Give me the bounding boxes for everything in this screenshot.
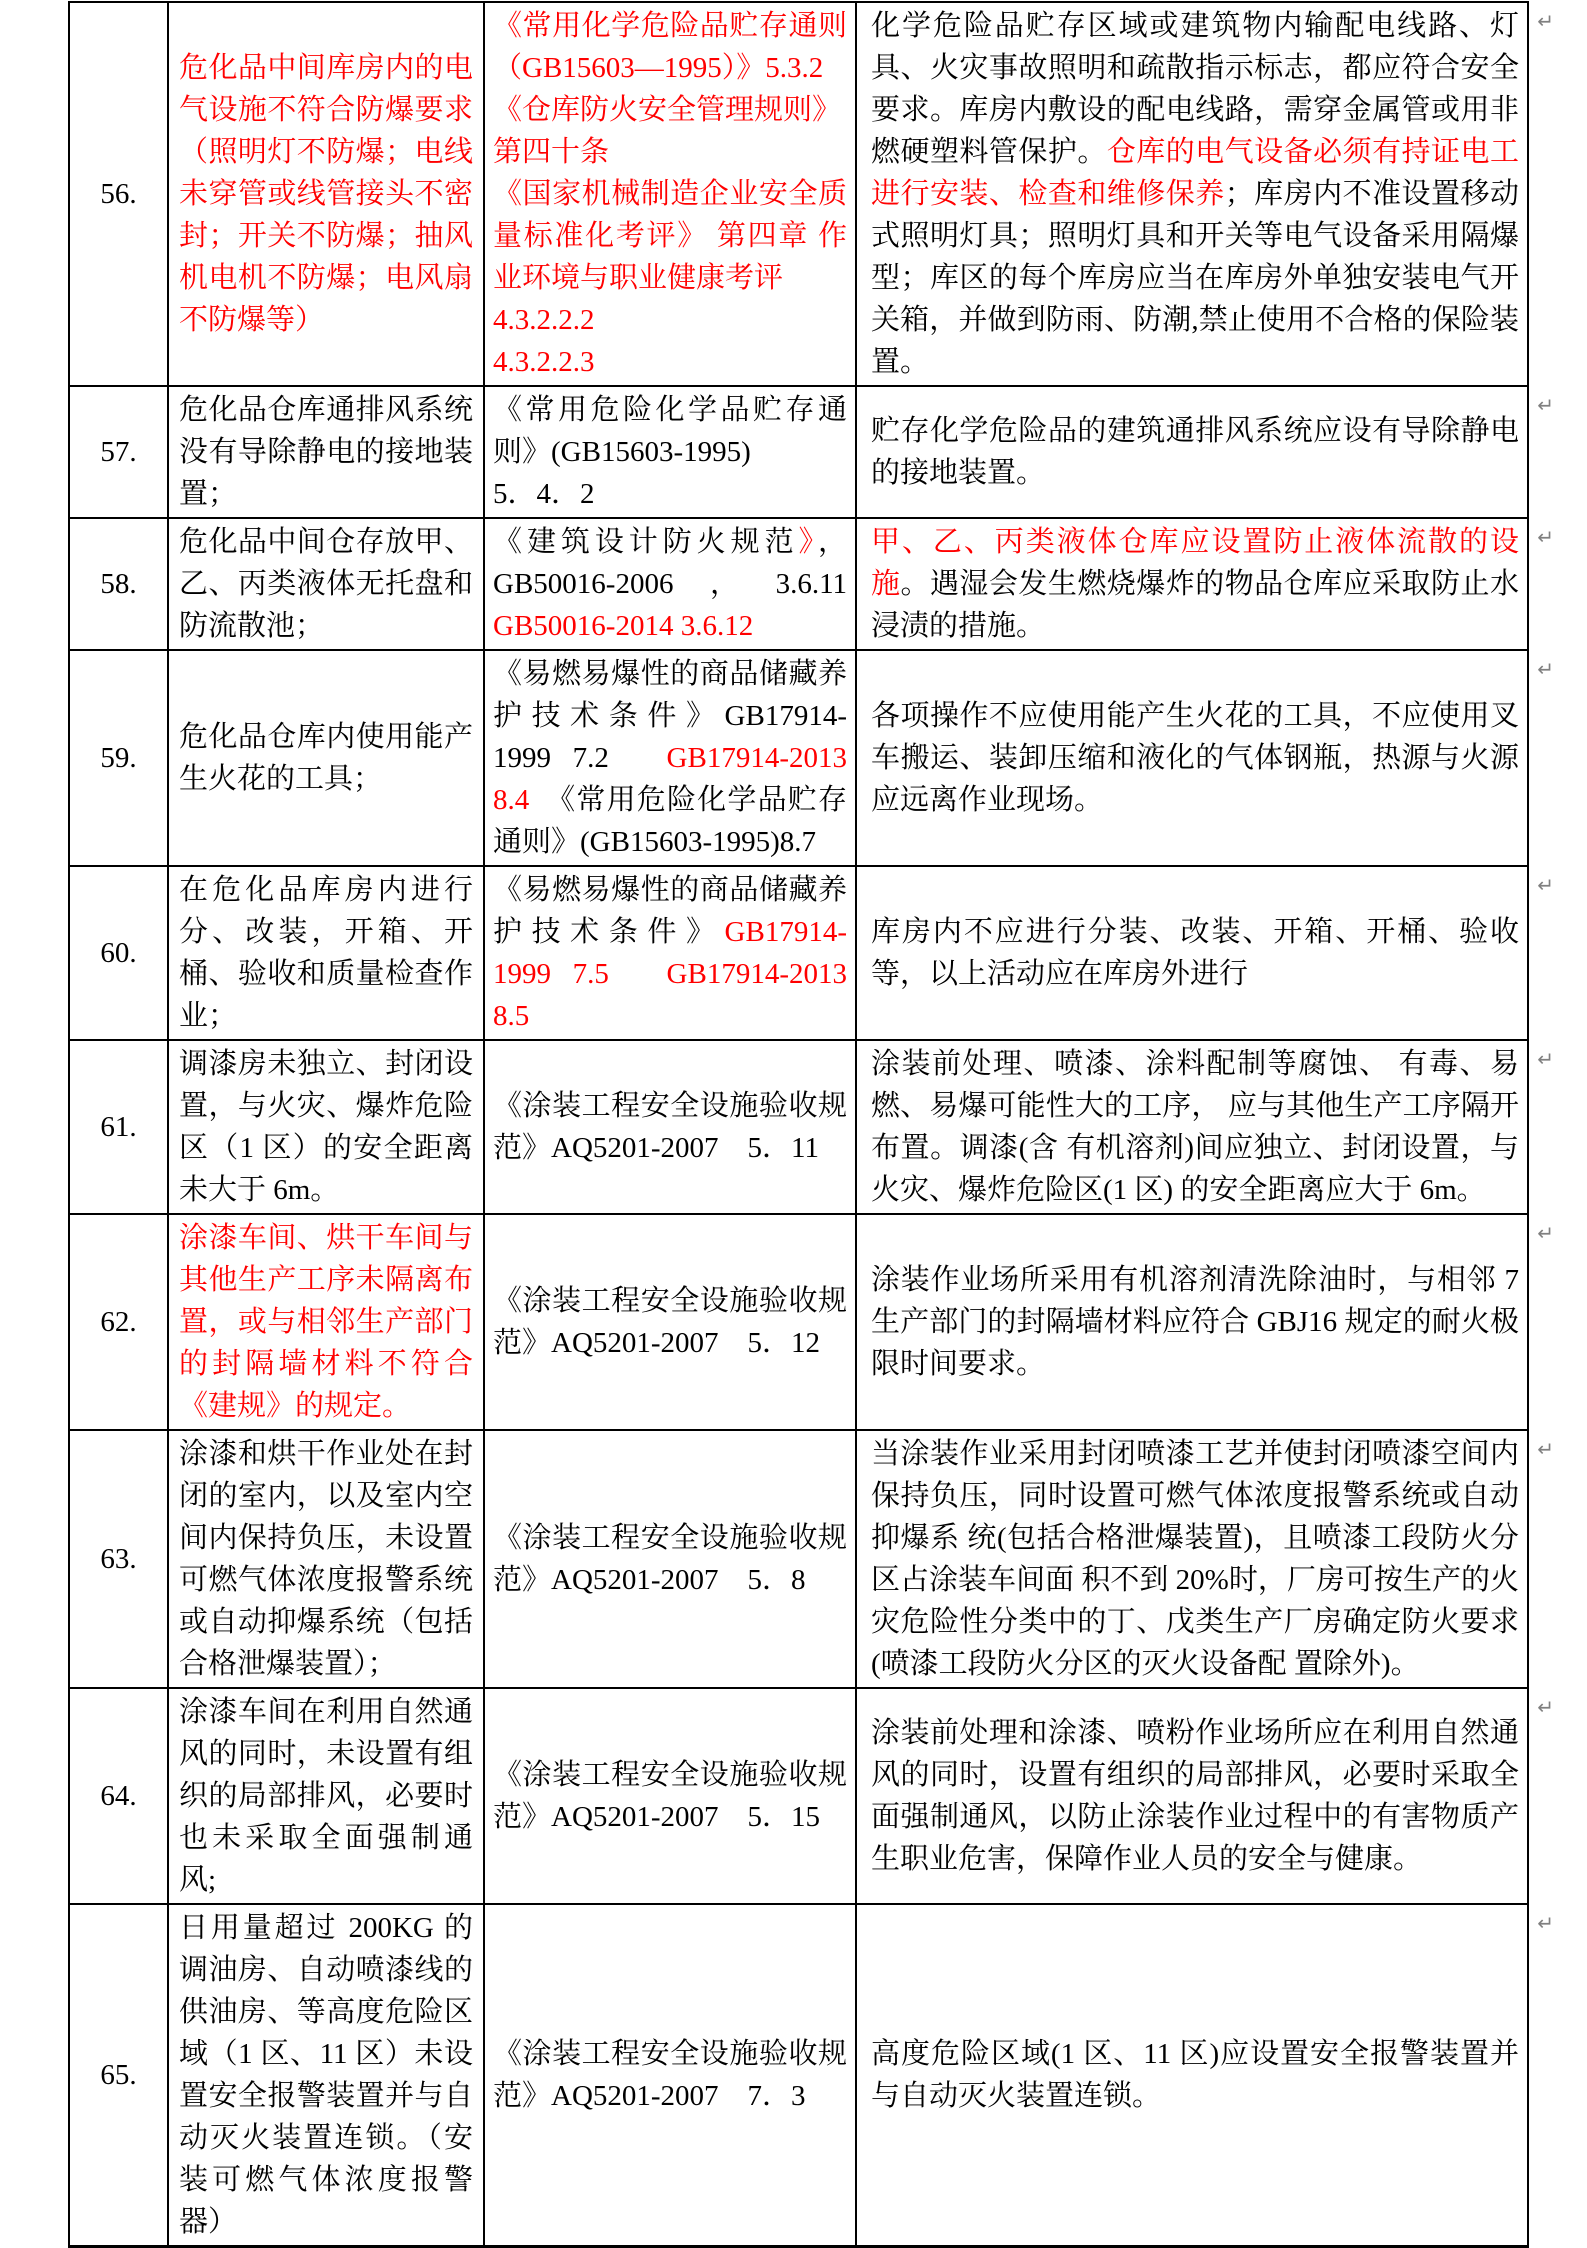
- text-run: 贮存化学危险品的建筑通排风系统应设有导除静电的接地装置。: [871, 415, 1519, 489]
- text-run: 涂装前处理、喷漆、涂料配制等腐蚀、 有毒、易燃、易爆可能性大的工序， 应与其他生产工序隔开布置。调漆(含 有机溶剂)间应独立、封闭设置，与火灾、爆炸危险区(1 区) 的安全距离应大于 6m。: [871, 1048, 1519, 1206]
- text-run: 《涂装工程安全设施验收规范》AQ5201-2007 7．3: [493, 2038, 847, 2112]
- text-run-red: GB17914-2013 8.4: [493, 742, 847, 816]
- text-run-red: GB17914-1999 7.5 GB17914-2013 8.5: [493, 916, 847, 1032]
- row-end-paragraph-mark-icon: ↵: [1537, 1911, 1554, 1935]
- text-run-red: 》: [798, 526, 818, 558]
- text-run: 高度危险区域(1 区、11 区)应设置安全报警装置并与自动灭火装置连锁。: [871, 2038, 1519, 2112]
- row-number: 60.: [69, 866, 168, 1040]
- text-run: 。遇湿会发生燃烧爆炸的物品仓库应采取防止水浸渍的措施。: [871, 568, 1519, 642]
- text-run: 《常用危险化学品贮存通则》(GB15603-1995)8.7: [493, 784, 847, 858]
- table-row: [69, 1040, 1528, 1214]
- issue-cell: [168, 1214, 484, 1430]
- issue-cell: [168, 650, 484, 866]
- text-run-red: 涂漆车间、烘干车间与其他生产工序未隔离布置，或与相邻生产部门的封隔墙材料不符合《建规》的规定。: [179, 1222, 473, 1422]
- text-run-red: 甲、乙、丙类液体仓库应设置防止液体流散的设施: [871, 526, 1519, 600]
- table-row: [69, 2, 1528, 386]
- row-end-paragraph-mark-icon: ↵: [1537, 1695, 1554, 1719]
- text-run-red: 4.3.2.2.3: [493, 346, 595, 378]
- issue-cell: [168, 386, 484, 518]
- text-run: ，GB50016-2006，3.6.11: [493, 526, 847, 600]
- basis-cell: [484, 518, 856, 650]
- text-run: 调漆房未独立、封闭设置，与火灾、爆炸危险区（1 区）的安全距离未大于 6m。: [179, 1048, 473, 1206]
- issue-cell: [168, 1688, 484, 1904]
- text-run: 《易燃易爆性的商品储藏养护技术条件》: [493, 874, 847, 948]
- requirement-cell: [856, 1214, 1554, 1430]
- row-number: 58.: [69, 518, 168, 650]
- table-row: [69, 866, 1528, 1040]
- basis-cell: [484, 1040, 856, 1214]
- basis-cell: [484, 866, 856, 1040]
- row-end-paragraph-mark-icon: ↵: [1537, 9, 1554, 33]
- text-run: 危化品仓库通排风系统没有导除静电的接地装置；: [179, 394, 473, 510]
- issue-cell: [168, 1904, 484, 2247]
- row-number: 64.: [69, 1688, 168, 1904]
- requirement-cell: [856, 518, 1554, 650]
- row-end-paragraph-mark-icon: ↵: [1537, 393, 1554, 417]
- basis-cell: [484, 1904, 856, 2247]
- row-number: 56.: [69, 2, 168, 386]
- requirement-cell: [856, 1904, 1554, 2247]
- row-end-paragraph-mark-icon: ↵: [1537, 657, 1554, 681]
- text-run: 《涂装工程安全设施验收规范》AQ5201-2007 5．15: [493, 1759, 847, 1833]
- text-run-red: 《仓库防火安全管理规则》: [493, 94, 842, 126]
- table-row: [69, 1214, 1528, 1430]
- requirement-cell: [856, 866, 1554, 1040]
- text-run: 危化品中间仓存放甲、乙、丙类液体无托盘和防流散池；: [179, 526, 473, 642]
- table-row: [69, 518, 1528, 650]
- row-end-paragraph-mark-icon: ↵: [1537, 1047, 1554, 1071]
- text-run: 《涂装工程安全设施验收规范》AQ5201-2007 5．8: [493, 1522, 847, 1596]
- basis-cell: [484, 650, 856, 866]
- text-run: 涂漆车间在利用自然通风的同时，未设置有组织的局部排风，必要时也未采取全面强制通风;: [179, 1696, 473, 1896]
- requirement-cell: [856, 2, 1554, 386]
- text-run: 在危化品库房内进行分、改装，开箱、开桶、验收和质量检查作业；: [179, 874, 473, 1032]
- row-number: 57.: [69, 386, 168, 518]
- table-row: [69, 1904, 1528, 2247]
- text-run-red: GB50016-2014 3.6.12: [493, 610, 754, 642]
- row-number: 61.: [69, 1040, 168, 1214]
- text-run: 当涂装作业采用封闭喷漆工艺并使封闭喷漆空间内保持负压，同时设置可燃气体浓度报警系统或自动抑爆系 统(包括合格泄爆装置)，且喷漆工段防火分区占涂装车间面 积不到 20%时，厂房可按生产的火灾危险性分类中的丁、戊类生产厂房确定防火要求(喷漆工段防火分区的灭火设备配 置除外)。: [871, 1438, 1519, 1680]
- text-run-red: 危化品中间库房内的电气设施不符合防爆要求（照明灯不防爆；电线未穿管或线管接头不密封；开关不防爆；抽风机电机不防爆；电风扇不防爆等）: [179, 52, 473, 336]
- text-run: 《涂装工程安全设施验收规范》AQ5201-2007 5．12: [493, 1285, 847, 1359]
- text-run: 各项操作不应使用能产生火花的工具，不应使用叉车搬运、装卸压缩和液化的气体钢瓶，热源与火源应远离作业现场。: [871, 700, 1519, 816]
- text-run: 涂装前处理和涂漆、喷粉作业场所应在利用自然通风的同时，设置有组织的局部排风，必要时采取全面强制通风，以防止涂装作业过程中的有害物质产生职业危害，保障作业人员的安全与健康。: [871, 1717, 1519, 1875]
- requirement-cell: [856, 1688, 1554, 1904]
- issue-cell: [168, 1040, 484, 1214]
- text-run: 涂装作业场所采用有机溶剂清洗除油时，与相邻 7 生产部门的封隔墙材料应符合 GBJ16 规定的耐火极限时间要求。: [871, 1264, 1519, 1380]
- row-end-paragraph-mark-icon: ↵: [1537, 525, 1554, 549]
- text-run: ；库房内不准设置移动式照明灯具；照明灯具和开关等电气设备采用隔爆型；库区的每个库房应当在库房外单独安装电气开关箱，并做到防雨、防潮,禁止使用不合格的保险装置。: [871, 178, 1519, 378]
- text-run: 涂漆和烘干作业处在封闭的室内，以及室内空间内保持负压，未设置可燃气体浓度报警系统或自动抑爆系统（包括合格泄爆装置）；: [179, 1438, 473, 1680]
- text-run: 《易燃易爆性的商品储藏养护技术条件》GB17914-1999 7.2: [493, 658, 847, 774]
- row-end-paragraph-mark-icon: ↵: [1537, 873, 1554, 897]
- issue-cell: [168, 866, 484, 1040]
- basis-cell: [484, 2, 856, 386]
- text-run: 《建筑设计防火规范: [493, 526, 799, 558]
- issue-cell: [168, 1430, 484, 1688]
- requirement-cell: [856, 386, 1554, 518]
- requirement-cell: [856, 1430, 1554, 1688]
- basis-cell: [484, 386, 856, 518]
- basis-cell: [484, 1688, 856, 1904]
- basis-cell: [484, 1430, 856, 1688]
- text-run-red: 《国家机械制造企业安全质量标准化考评》 第四章 作业环境与职业健康考评: [493, 178, 847, 294]
- safety-issues-table: [68, 1, 1554, 2248]
- text-run: 化学危险品贮存区域或建筑物内输配电线路、灯具、火灾事故照明和疏散指示标志，都应符合安全要求。库房内敷设的配电线路，需穿金属管或用非燃硬塑料管保护。: [871, 10, 1519, 168]
- basis-cell: [484, 1214, 856, 1430]
- table-row: [69, 1430, 1528, 1688]
- table-row: [69, 1688, 1528, 1904]
- issue-cell: [168, 2, 484, 386]
- text-run: 《涂装工程安全设施验收规范》AQ5201-2007 5．11: [493, 1090, 847, 1164]
- row-number: 65.: [69, 1904, 168, 2247]
- table-row: [69, 386, 1528, 518]
- table-body: [69, 2, 1554, 2247]
- requirement-cell: [856, 1040, 1554, 1214]
- row-number: 59.: [69, 650, 168, 866]
- row-number: 62.: [69, 1214, 168, 1430]
- text-run-red: 仓库的电气设备必须有持证电工进行安装、检查和维修保养: [871, 136, 1519, 210]
- row-number: 63.: [69, 1430, 168, 1688]
- text-run-red: 4.3.2.2.2: [493, 304, 595, 336]
- text-run: 《常用危险化学品贮存通则》(GB15603-1995): [493, 394, 847, 468]
- text-run-red: 第四十条: [493, 136, 610, 168]
- requirement-cell: [856, 650, 1554, 866]
- text-run-red: 《常用化学危险品贮存通则（GB15603—1995）》5.3.2: [493, 10, 847, 84]
- row-end-paragraph-mark-icon: ↵: [1537, 1437, 1554, 1461]
- text-run: 库房内不应进行分装、改装、开箱、开桶、验收等，以上活动应在库房外进行: [871, 916, 1519, 990]
- text-run: 日用量超过 200KG 的调油房、自动喷漆线的供油房、等高度危险区域（1 区、11 区）未设置安全报警装置并与自动灭火装置连锁。（安装可燃气体浓度报警器）: [179, 1912, 473, 2238]
- text-run: 危化品仓库内使用能产生火花的工具；: [179, 721, 473, 795]
- row-end-paragraph-mark-icon: ↵: [1537, 1221, 1554, 1245]
- issue-cell: [168, 518, 484, 650]
- table-row: [69, 650, 1528, 866]
- text-run: 5．4．2: [493, 478, 595, 510]
